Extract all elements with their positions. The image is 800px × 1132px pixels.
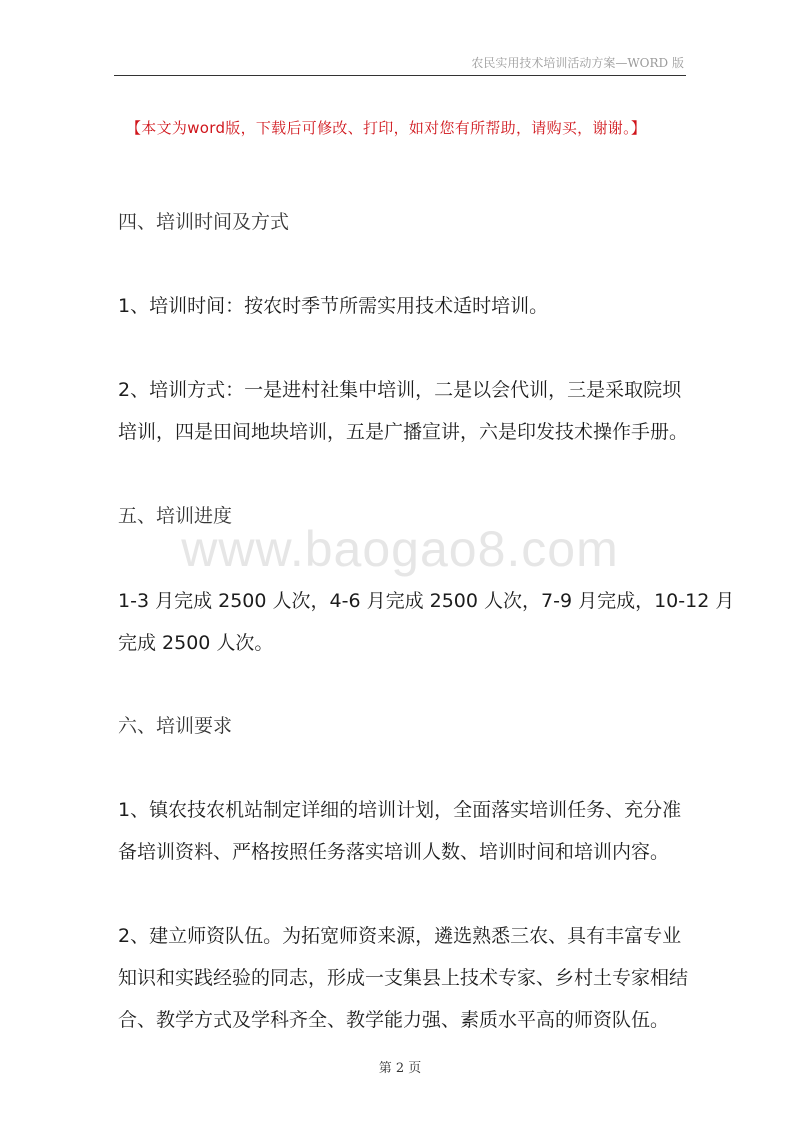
purchase-notice: 【本文为word版，下载后可修改、打印，如对您有所帮助，请购买，谢谢。】 [126, 119, 647, 137]
paragraph-requirement-1-line-2: 备培训资料、严格按照任务落实培训人数、培训时间和培训内容。 [118, 841, 670, 863]
paragraph-requirement-2-line-3: 合、教学方式及学科齐全、教学能力强、素质水平高的师资队伍。 [118, 1009, 670, 1031]
section-heading-6: 六、培训要求 [118, 715, 233, 737]
section-heading-5: 五、培训进度 [118, 505, 233, 527]
running-header: 农民实用技术培训活动方案—WORD 版 [471, 56, 684, 70]
paragraph-training-time: 1、培训时间：按农时季节所需实用技术适时培训。 [118, 295, 549, 317]
paragraph-training-method-line-2: 培训，四是田间地块培训，五是广播宣讲，六是印发技术操作手册。 [118, 421, 689, 443]
paragraph-training-method-line-1: 2、培训方式：一是进村社集中培训，二是以会代训，三是采取院坝 [118, 379, 682, 401]
paragraph-requirement-2-line-2: 知识和实践经验的同志，形成一支集县上技术专家、乡村土专家相结 [118, 967, 689, 989]
paragraph-progress-line-2: 完成 2500 人次。 [118, 632, 274, 654]
paragraph-progress-line-1: 1-3 月完成 2500 人次，4-6 月完成 2500 人次，7-9 月完成，10-12 月 [118, 590, 735, 612]
page-number: 第 2 页 [378, 1061, 422, 1076]
paragraph-requirement-2-line-1: 2、建立师资队伍。为拓宽师资来源，遴选熟悉三农、具有丰富专业 [118, 925, 682, 947]
section-heading-4: 四、培训时间及方式 [118, 211, 290, 233]
watermark: www.baogao8.com [181, 521, 619, 577]
paragraph-requirement-1-line-1: 1、镇农技农机站制定详细的培训计划，全面落实培训任务、充分准 [118, 799, 682, 821]
header-rule [114, 75, 686, 76]
